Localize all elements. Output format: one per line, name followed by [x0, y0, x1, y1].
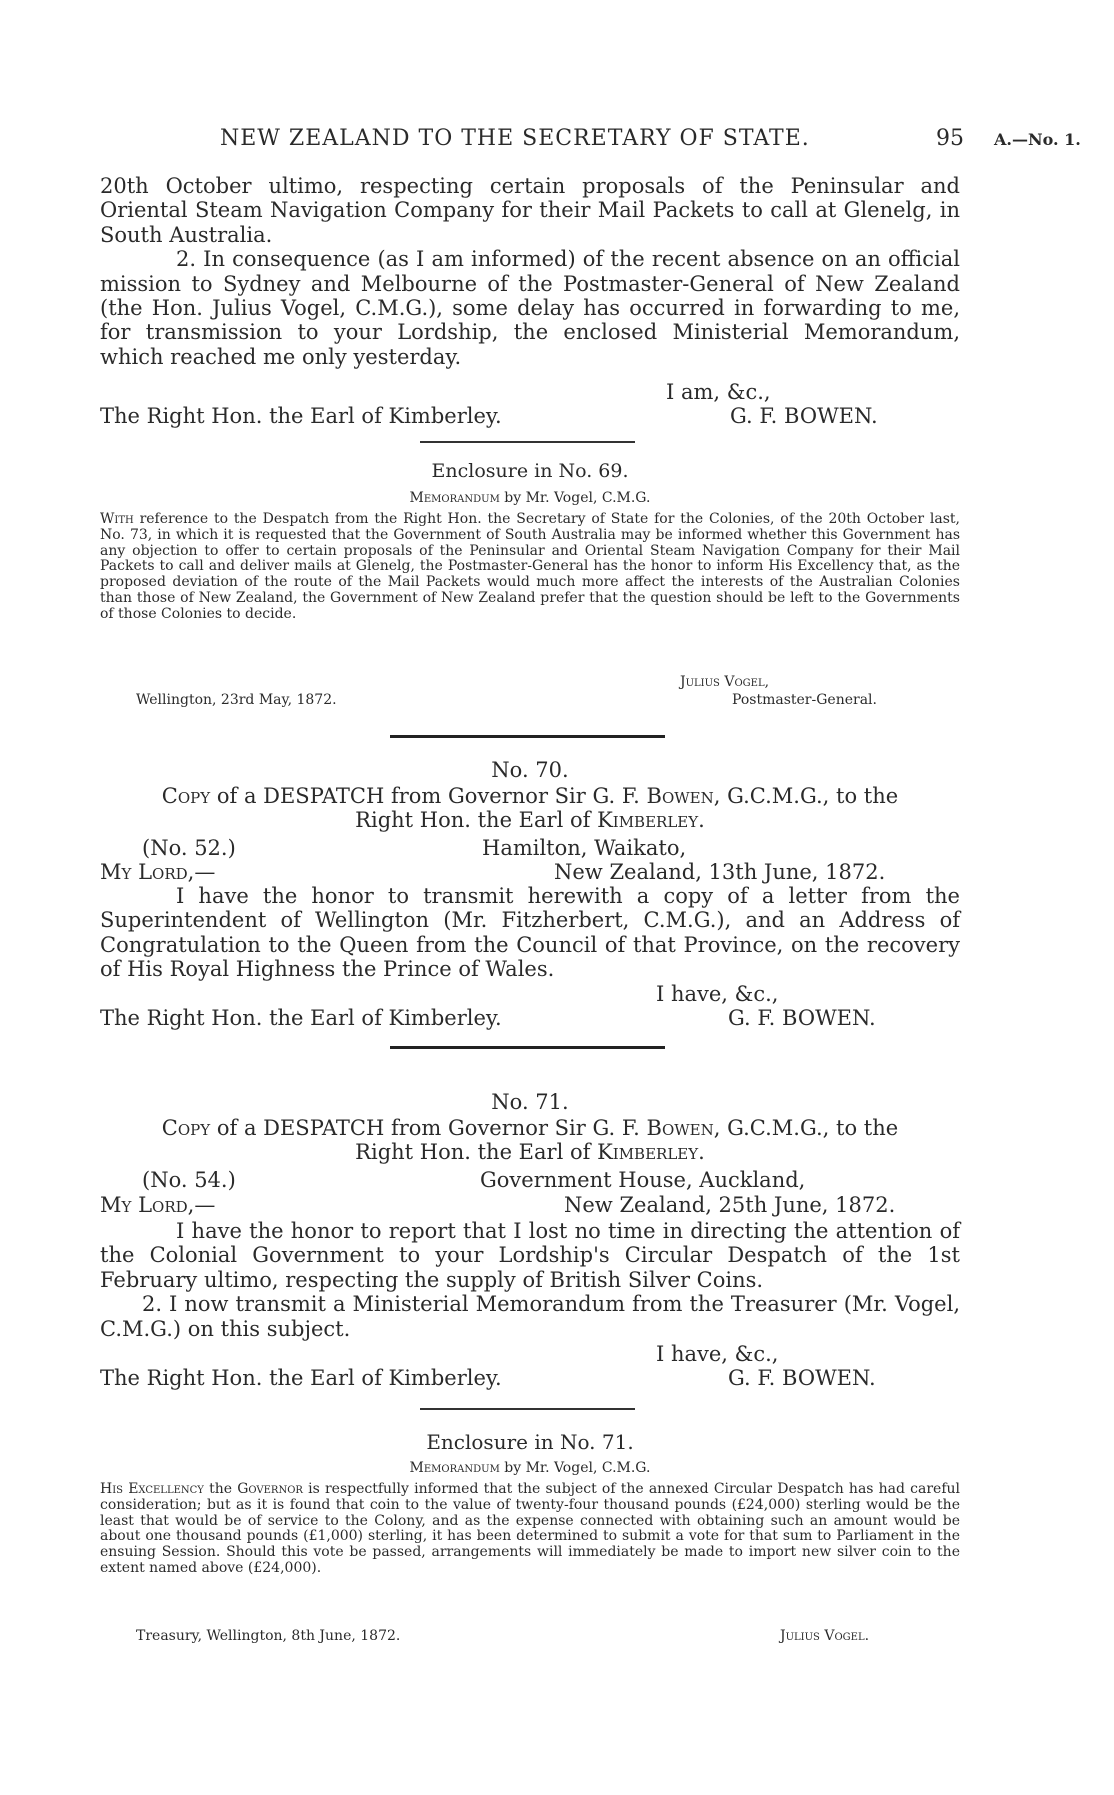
despatch-71-salutation-row	[100, 1193, 960, 1217]
page-number: 95	[936, 126, 964, 151]
lead-words: His Excellency	[100, 1481, 204, 1497]
signature: G. F. BOWEN.	[730, 404, 878, 428]
governor-word: Governor	[237, 1481, 303, 1497]
kimberley-name: Kimberley.	[597, 808, 705, 832]
title-main: of a DESPATCH from Governor Sir G. F.	[216, 784, 640, 808]
enclosure-69-title: Enclosure in No. 69.	[431, 460, 629, 482]
place-date: Wellington, 23rd May, 1872.	[136, 692, 337, 708]
closing: I have, &c.,	[656, 1342, 779, 1366]
enclosure-69-signer-row	[100, 674, 960, 691]
despatch-70-body	[100, 884, 960, 982]
memorandum-label: Memorandum	[409, 1460, 500, 1476]
despatch-place: Hamilton, Waikato,	[482, 836, 687, 860]
place-date: Treasury, Wellington, 8th June, 1872.	[136, 1628, 401, 1644]
bowen-name: Bowen,	[646, 1116, 721, 1140]
signature: G. F. BOWEN.	[728, 1366, 876, 1390]
kimberley-name: Kimberley.	[597, 1140, 705, 1164]
paragraph: 20th October ultimo, respecting certain proposals of the Peninsular and Oriental Steam Navigation Company for their Mail Packets to call at Glenelg, in South Australia.	[100, 174, 960, 247]
paragraph: I have the honor to report that I lost no time in directing the attention of the Colonial Government to your Lordship's Circular Despatch of the 1st February ultimo, respecting the supply of British Silver Coins.	[100, 1219, 960, 1292]
despatch-ref: (No. 52.)	[142, 836, 236, 860]
despatch-71-title-line2	[100, 1140, 960, 1164]
despatch-date: New Zealand, 13th June, 1872.	[554, 860, 886, 884]
paper-reference: A.—No. 1.	[994, 130, 1081, 149]
divider	[390, 735, 665, 738]
despatch-71-signature-row	[100, 1366, 960, 1390]
salutation: My Lord,—	[100, 1193, 216, 1217]
signature: G. F. BOWEN.	[728, 1006, 876, 1030]
enclosure-71-memo-heading	[100, 1460, 960, 1476]
title-rest: G.C.M.G., to the	[727, 784, 899, 808]
title-line2: Right Hon. the Earl of	[355, 808, 591, 832]
despatch-70-ref-row	[100, 836, 960, 860]
divider	[420, 441, 635, 443]
bowen-name: Bowen,	[646, 784, 721, 808]
office: Postmaster-General.	[732, 692, 877, 708]
closing: I am, &c.,	[666, 380, 771, 404]
closing-row	[100, 380, 960, 404]
addressee: The Right Hon. the Earl of Kimberley.	[100, 1366, 502, 1390]
paragraph: I have the honor to transmit herewith a copy of a letter from the Superintendent of Wellington (Mr. Fitzherbert, C.M.G.), and an Address of Congratulation to the Queen from the Council of that Province, on the recovery of His Royal Highness the Prince of Wales.	[100, 884, 960, 982]
despatch-71-body	[100, 1219, 960, 1341]
despatch-70-title	[100, 784, 960, 808]
title-line2: Right Hon. the Earl of	[355, 1140, 591, 1164]
enclosure-71-body	[100, 1482, 960, 1577]
copy-label: Copy	[161, 1116, 211, 1140]
despatch-70-signature-row	[100, 1006, 960, 1030]
enclosure-69-date-row	[100, 692, 960, 709]
signature-row	[100, 404, 960, 428]
memorandum-author: by Mr. Vogel, C.M.G.	[504, 1460, 651, 1476]
salutation: My Lord,—	[100, 860, 216, 884]
lead-word: With	[100, 511, 134, 527]
memo-text: is respectfully informed that the subject of the annexed Circular Despatch has had careful consideration; but as it is found that coin to the value of twenty-four thousand pounds (£24,000) sterling would be the least that would be of service to the Colony, and as the expense connected with obtaining such an amount would be about one thousand pounds (£1,000) sterling, it has been determined to submit a vote for that sum to Parliament in the ensuing Session. Should this vote be passed, arrangements will immediately be made to import new silver coin to the extent named above (£24,000).	[100, 1481, 960, 1576]
enclosure-69-memo-heading	[100, 490, 960, 506]
despatch-70-closing-row	[100, 982, 960, 1006]
divider	[420, 1408, 635, 1410]
addressee: The Right Hon. the Earl of Kimberley.	[100, 404, 502, 428]
the-word: the	[209, 1481, 233, 1497]
despatch-70-title-line2	[100, 808, 960, 832]
enclosure-71-date-row	[100, 1628, 960, 1645]
signer: Julius Vogel,	[680, 674, 770, 690]
memorandum-author: by Mr. Vogel, C.M.G.	[504, 490, 651, 506]
paragraph: 2. I now transmit a Ministerial Memorandum from the Treasurer (Mr. Vogel, C.M.G.) on this subject.	[100, 1292, 960, 1341]
copy-label: Copy	[161, 784, 211, 808]
signer: Julius Vogel.	[780, 1628, 870, 1644]
despatch-71-closing-row	[100, 1342, 960, 1366]
enclosure-69-body	[100, 512, 960, 623]
memorandum-label: Memorandum	[409, 490, 500, 506]
despatch-70-salutation-row	[100, 860, 960, 884]
despatch-71-title	[100, 1116, 960, 1140]
memo-text: reference to the Despatch from the Right Hon. the Secretary of State for the Colonies, of the 20th October last, No. 73, in which it is requested that the Government of South Australia may be informed whether this Government has any objection to offer to certain proposals of the Peninsular and Oriental Steam Navigation Company for their Mail Packets to call and deliver mails at Glenelg, the Postmaster-General has the honor to inform His Excellency that, as the proposed deviation of the route of the Mail Packets would much more affect the interests of the Australian Colonies than those of New Zealand, the Government of New Zealand prefer that the question should be left to the Governments of those Colonies to decide.	[100, 511, 961, 622]
paragraph: 2. In consequence (as I am informed) of the recent absence on an official mission to Sydney and Melbourne of the Postmaster-General of New Zealand (the Hon. Julius Vogel, C.M.G.), some delay has occurred in forwarding to me, for transmission to your Lordship, the enclosed Ministerial Memorandum, which reached me only yesterday.	[100, 247, 960, 369]
despatch-71-number: No. 71.	[491, 1090, 569, 1114]
divider	[390, 1046, 665, 1049]
addressee: The Right Hon. the Earl of Kimberley.	[100, 1006, 502, 1030]
title-rest: G.C.M.G., to the	[727, 1116, 899, 1140]
despatch-71-ref-row	[100, 1168, 960, 1192]
despatch-70-number: No. 70.	[491, 758, 569, 782]
running-title: NEW ZEALAND TO THE SECRETARY OF STATE.	[220, 126, 810, 151]
despatch-ref: (No. 54.)	[142, 1168, 236, 1192]
closing: I have, &c.,	[656, 982, 779, 1006]
title-main: of a DESPATCH from Governor Sir G. F.	[216, 1116, 640, 1140]
top-section	[100, 174, 960, 369]
enclosure-71-title: Enclosure in No. 71.	[426, 1430, 634, 1454]
despatch-place: Government House, Auckland,	[480, 1168, 806, 1192]
despatch-date: New Zealand, 25th June, 1872.	[564, 1193, 896, 1217]
